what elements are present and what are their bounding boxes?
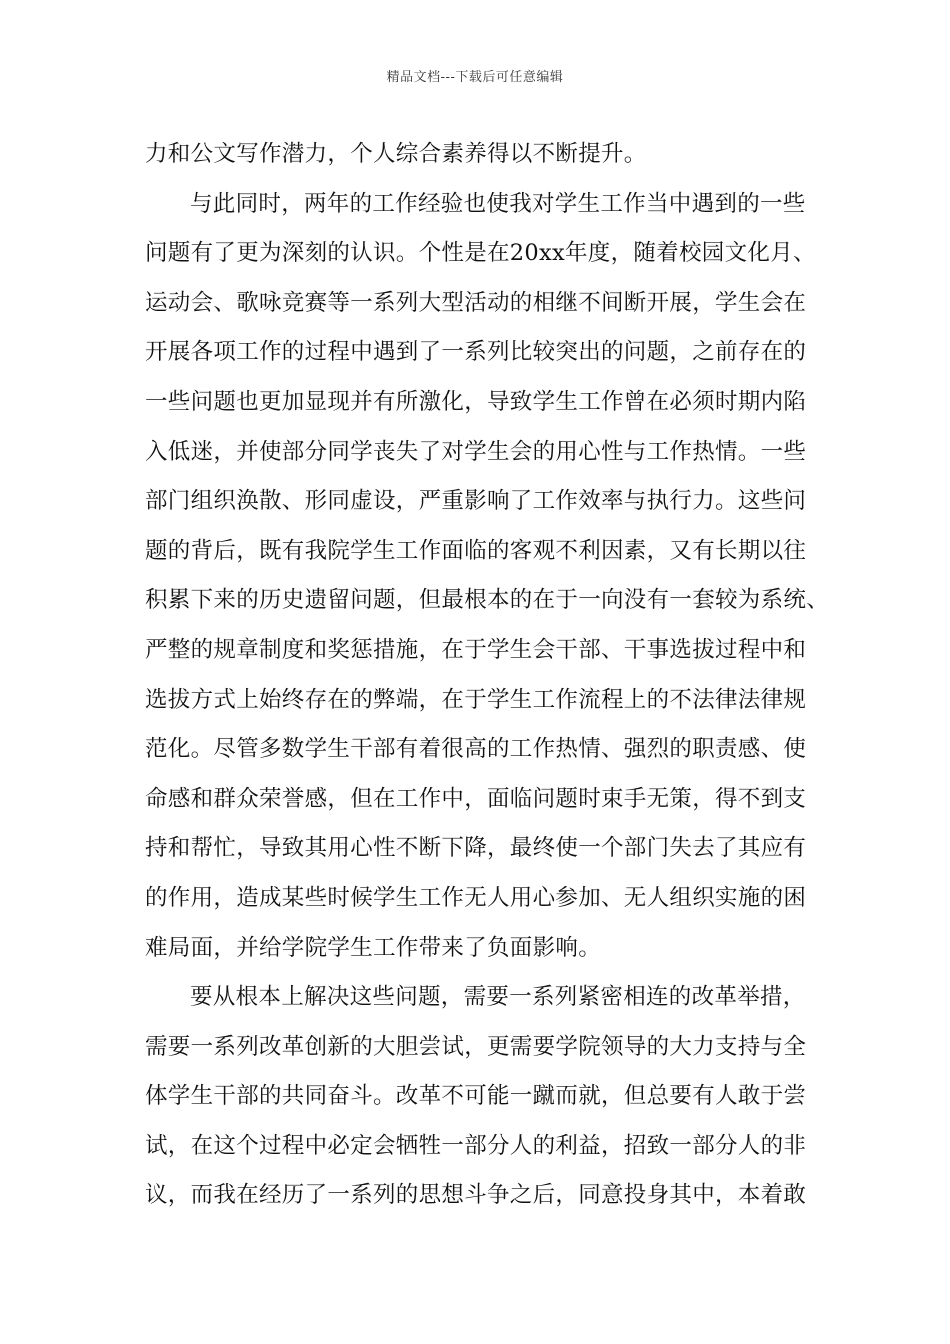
paragraph-start-line: 要从根本上解决这些问题，需要一系列紧密相连的改革举措，: [190, 984, 806, 1011]
text-line: 议，而我在经历了一系列的思想斗争之后，同意投身其中，本着敢: [145, 1182, 807, 1209]
text-line: 命感和群众荣誉感，但在工作中，面临问题时束手无策，得不到支: [145, 785, 807, 812]
text-line: 力和公文写作潜力，个人综合素养得以不断提升。: [145, 141, 647, 167]
text-line: 选拔方式上始终存在的弊端，在于学生工作流程上的不法律法律规: [145, 686, 807, 713]
text-line: 入低迷，并使部分同学丧失了对学生会的用心性与工作热情。一些: [145, 438, 807, 465]
text-line: 积累下来的历史遗留问题，但最根本的在于一向没有一套较为系统、: [145, 587, 830, 614]
text-line: 范化。尽管多数学生干部有着很高的工作热情、强烈的职责感、使: [145, 736, 807, 763]
paragraph-start-line: 与此同时，两年的工作经验也使我对学生工作当中遇到的一些: [190, 190, 806, 217]
text-line: 部门组织涣散、形同虚设，严重影响了工作效率与执行力。这些问: [145, 488, 807, 515]
page-header: 精品文档---下载后可任意编辑: [386, 70, 564, 85]
text-line: 一些问题也更加显现并有所激化，导致学生工作曾在必须时期内陷: [145, 388, 807, 415]
text-line: 难局面，并给学院学生工作带来了负面影响。: [145, 934, 602, 961]
text-line: 持和帮忙，导致其用心性不断下降，最终使一个部门失去了其应有: [145, 835, 807, 862]
text-line: 试，在这个过程中必定会牺牲一部分人的利益，招致一部分人的非: [145, 1132, 807, 1159]
text-line: 的作用，造成某些时候学生工作无人用心参加、无人组织实施的困: [145, 884, 807, 911]
text-line: 严整的规章制度和奖惩措施，在于学生会干部、干事选拔过程中和: [145, 636, 807, 663]
text-line: 运动会、歌咏竞赛等一系列大型活动的相继不间断开展，学生会在: [145, 289, 807, 316]
body-text: [145, 130, 830, 1221]
text-line: 体学生干部的共同奋斗。改革不可能一蹴而就，但总要有人敢于尝: [145, 1083, 807, 1110]
text-line: 问题有了更为深刻的认识。个性是在20xx年度，随着校园文化月、: [145, 240, 816, 267]
text-line: 题的背后，既有我院学生工作面临的客观不利因素，又有长期以往: [145, 537, 807, 564]
text-line: 需要一系列改革创新的大胆尝试，更需要学院领导的大力支持与全: [145, 1033, 807, 1060]
text-line: 开展各项工作的过程中遇到了一系列比较突出的问题，之前存在的: [145, 339, 807, 366]
